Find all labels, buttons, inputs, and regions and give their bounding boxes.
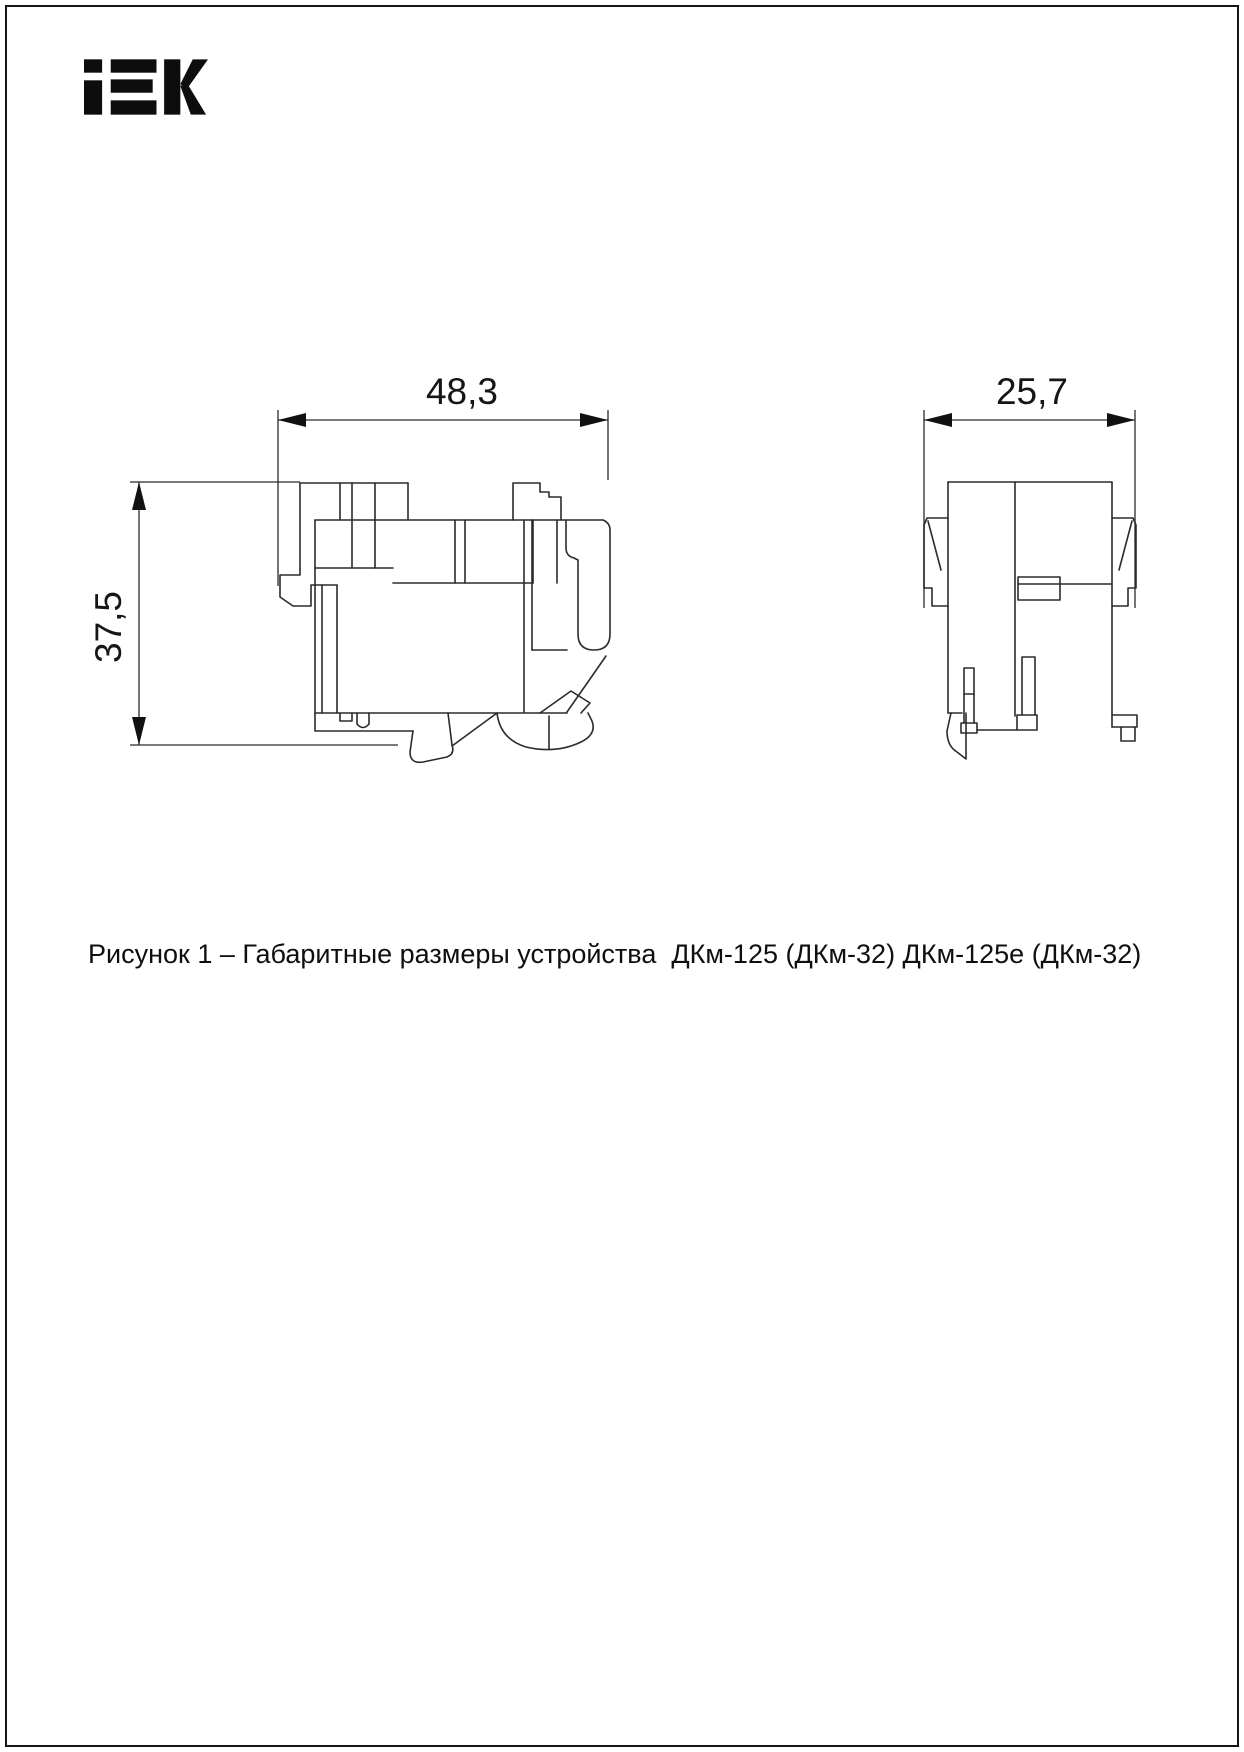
dimension-label-side-height: 37,5 [88,590,129,664]
dimension-front-width [924,371,1135,608]
side-view-outline [280,483,610,762]
figure-caption: Рисунок 1 – Габаритные размеры устройства ДКм-125 (ДКм-32) ДКм-125е (ДКм-32) [88,939,1142,969]
dimension-side-width [278,371,608,586]
dimension-label-side-width: 48,3 [425,371,499,412]
dimension-label-front-width: 25,7 [995,371,1069,412]
front-view-outline [924,482,1137,759]
